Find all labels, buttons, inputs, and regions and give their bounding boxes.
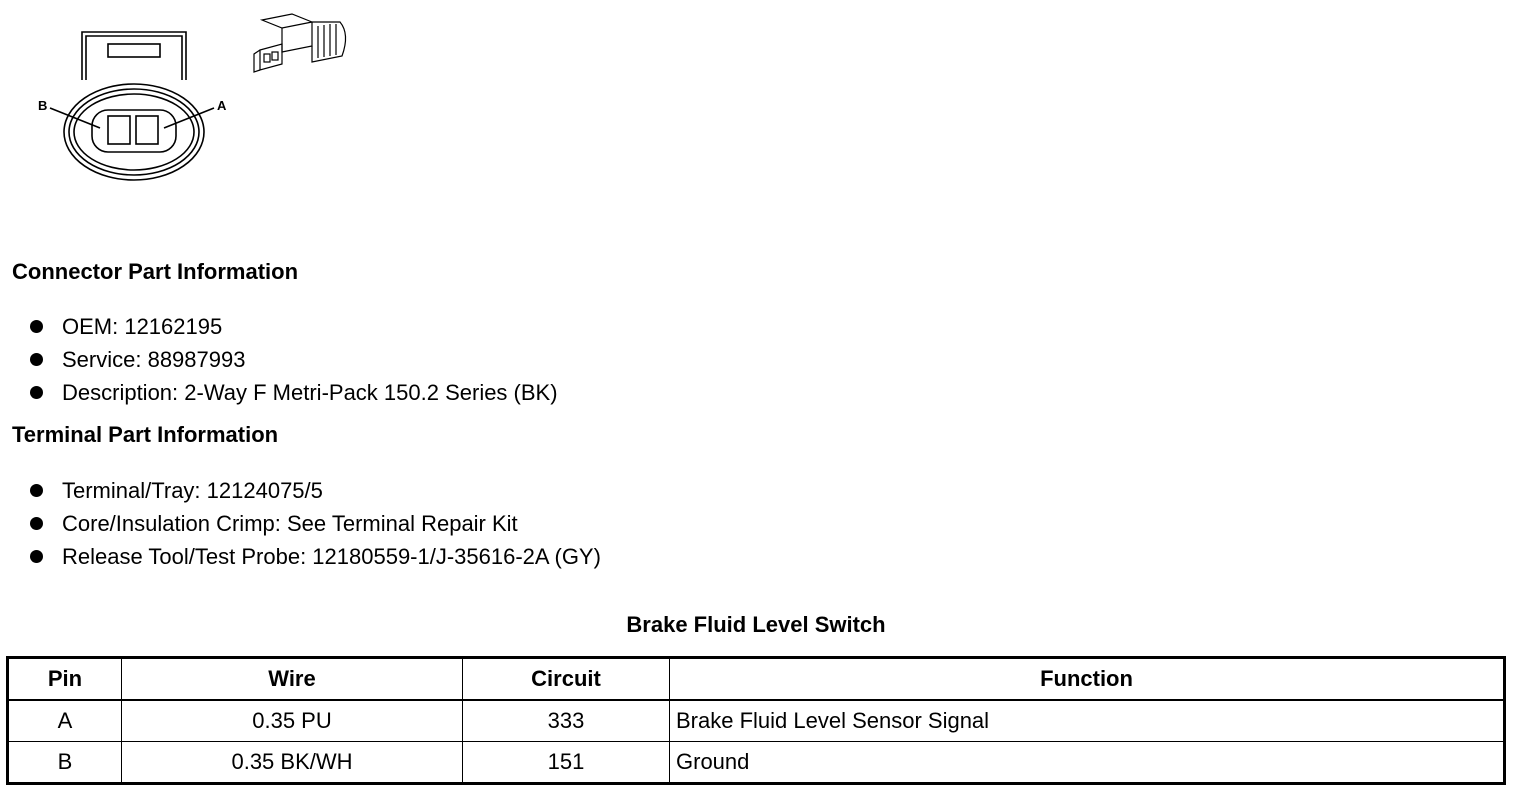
- list-item: [30, 474, 601, 507]
- bullet-icon: [30, 320, 43, 333]
- list-item-text: Terminal/Tray: 12124075/5: [62, 478, 323, 503]
- cell-function: Ground: [670, 742, 1505, 784]
- connector-part-title: Connector Part Information: [12, 259, 299, 284]
- terminal-part-title: Terminal Part Information: [12, 422, 279, 447]
- cell-wire: 0.35 BK/WH: [122, 742, 463, 784]
- header-pin: Pin: [8, 658, 122, 701]
- cell-circuit: 333: [463, 700, 670, 742]
- bullet-icon: [30, 484, 43, 497]
- bullet-icon: [30, 517, 43, 530]
- connector-face-icon: [30, 22, 240, 192]
- header-circuit: Circuit: [463, 658, 670, 701]
- list-item: [30, 507, 601, 540]
- header-wire: Wire: [122, 658, 463, 701]
- list-item-text: Release Tool/Test Probe: 12180559-1/J-35616-2A (GY): [62, 544, 601, 569]
- cell-circuit: 151: [463, 742, 670, 784]
- list-item-text: Service: 88987993: [62, 347, 246, 372]
- list-item-text: Description: 2-Way F Metri-Pack 150.2 Series (BK): [62, 380, 558, 405]
- table-row: [8, 742, 1505, 784]
- cell-pin: B: [8, 742, 122, 784]
- connector-isometric-drawing: [252, 12, 356, 78]
- bullet-icon: [30, 353, 43, 366]
- list-item: [30, 310, 558, 343]
- terminal-part-list: [30, 474, 601, 573]
- pinout-table-title: Brake Fluid Level Switch: [626, 612, 886, 637]
- cell-wire: 0.35 PU: [122, 700, 463, 742]
- list-item: [30, 376, 558, 409]
- list-item: [30, 343, 558, 376]
- pinout-table: [6, 656, 1506, 785]
- bullet-icon: [30, 386, 43, 399]
- table-header-row: [8, 658, 1505, 701]
- list-item-text: Core/Insulation Crimp: See Terminal Repair Kit: [62, 511, 518, 536]
- list-item: [30, 540, 601, 573]
- cell-function: Brake Fluid Level Sensor Signal: [670, 700, 1505, 742]
- bullet-icon: [30, 550, 43, 563]
- pin-b-label: B: [38, 98, 48, 113]
- list-item-text: OEM: 12162195: [62, 314, 223, 339]
- pin-a-label: A: [217, 98, 227, 113]
- connector-face-drawing: [30, 22, 240, 192]
- connector-part-list: [30, 310, 558, 409]
- table-row: [8, 700, 1505, 742]
- header-function: Function: [670, 658, 1505, 701]
- cell-pin: A: [8, 700, 122, 742]
- connector-isometric-icon: [252, 12, 356, 78]
